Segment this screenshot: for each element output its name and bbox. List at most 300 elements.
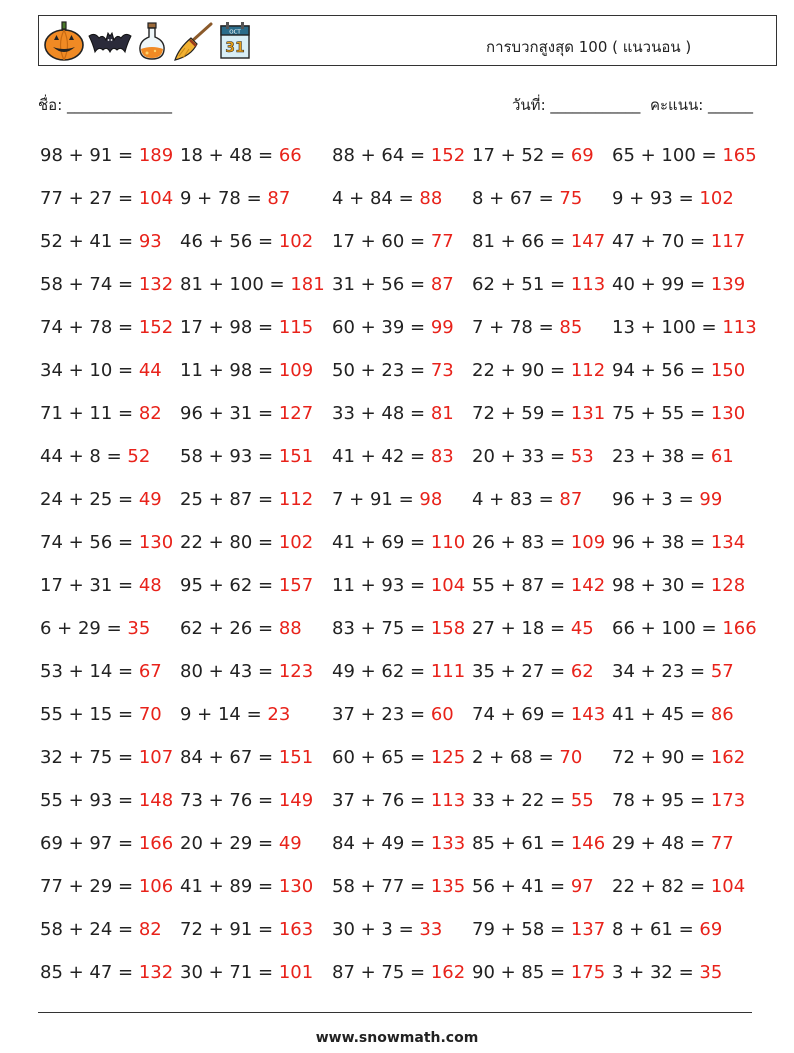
- problem-question: 90 + 85 =: [472, 962, 571, 983]
- potion-icon: [135, 20, 169, 62]
- problem-answer: 70: [559, 747, 583, 768]
- problem-answer: 106: [138, 876, 174, 897]
- problem-question: 95 + 62 =: [180, 575, 279, 596]
- problem-cell: [612, 951, 722, 994]
- problem-answer: 62: [570, 661, 594, 682]
- problem-cell: [332, 822, 465, 865]
- problem-cell: [472, 521, 605, 564]
- problem-answer: 181: [290, 274, 325, 295]
- problem-question: 33 + 48 =: [332, 403, 431, 424]
- problem-cell: [40, 521, 173, 564]
- problem-answer: 102: [278, 532, 314, 553]
- problem-cell: [180, 908, 313, 951]
- problem-question: 88 + 64 =: [332, 145, 431, 166]
- problem-question: 75 + 55 =: [612, 403, 711, 424]
- problem-question: 18 + 48 =: [180, 145, 279, 166]
- problem-cell: [180, 306, 313, 349]
- problem-cell: [472, 693, 605, 736]
- problem-answer: 77: [710, 833, 734, 854]
- bat-icon: [87, 20, 133, 62]
- problem-answer: 104: [710, 876, 746, 897]
- problem-cell: [472, 478, 582, 521]
- problem-answer: 107: [138, 747, 174, 768]
- problem-question: 96 + 31 =: [180, 403, 279, 424]
- problem-cell: [40, 220, 162, 263]
- problem-answer: 69: [570, 145, 594, 166]
- problem-cell: [332, 779, 465, 822]
- problem-cell: [472, 564, 605, 607]
- problem-cell: [332, 908, 442, 951]
- problem-answer: 162: [430, 962, 466, 983]
- problem-cell: [332, 134, 465, 177]
- date-score-fields: [512, 93, 753, 117]
- problem-answer: 97: [570, 876, 594, 897]
- problem-cell: [612, 779, 745, 822]
- problem-answer: 104: [430, 575, 466, 596]
- problem-answer: 109: [278, 360, 314, 381]
- problem-answer: 132: [138, 274, 174, 295]
- problem-question: 7 + 78 =: [472, 317, 560, 338]
- problem-answer: 83: [430, 446, 454, 467]
- problem-answer: 130: [278, 876, 314, 897]
- problem-answer: 113: [722, 317, 757, 338]
- calendar-month: OCT: [229, 29, 241, 36]
- problem-question: 85 + 47 =: [40, 962, 139, 983]
- problem-answer: 81: [430, 403, 454, 424]
- problem-cell: [332, 564, 465, 607]
- problem-question: 87 + 75 =: [332, 962, 431, 983]
- problem-question: 25 + 87 =: [180, 489, 279, 510]
- broom-icon: [171, 20, 215, 62]
- problem-answer: 102: [699, 188, 734, 209]
- problem-cell: [472, 951, 605, 994]
- problem-cell: [180, 220, 313, 263]
- problem-question: 44 + 8 =: [40, 446, 128, 467]
- problem-answer: 163: [278, 919, 314, 940]
- problem-question: 47 + 70 =: [612, 231, 711, 252]
- problem-answer: 67: [138, 661, 162, 682]
- problem-answer: 98: [419, 489, 443, 510]
- problem-cell: [472, 177, 582, 220]
- problem-question: 66 + 100 =: [612, 618, 723, 639]
- problem-question: 55 + 15 =: [40, 704, 139, 725]
- problem-cell: [472, 220, 605, 263]
- problem-question: 65 + 100 =: [612, 145, 723, 166]
- problem-question: 98 + 91 =: [40, 145, 139, 166]
- problem-cell: [612, 478, 722, 521]
- problem-cell: [472, 822, 605, 865]
- problem-answer: 82: [138, 403, 162, 424]
- problem-answer: 162: [710, 747, 746, 768]
- problem-question: 8 + 67 =: [472, 188, 560, 209]
- score-field: คะแนน: ______: [649, 96, 754, 114]
- problem-cell: [472, 134, 594, 177]
- problem-cell: [612, 564, 745, 607]
- problem-question: 58 + 24 =: [40, 919, 139, 940]
- problem-cell: [612, 736, 745, 779]
- problem-answer: 73: [430, 360, 454, 381]
- problem-question: 56 + 41 =: [472, 876, 571, 897]
- problem-question: 74 + 69 =: [472, 704, 571, 725]
- problem-question: 74 + 78 =: [40, 317, 139, 338]
- problem-answer: 113: [430, 790, 466, 811]
- problem-question: 52 + 41 =: [40, 231, 139, 252]
- problem-answer: 134: [710, 532, 746, 553]
- problem-question: 30 + 3 =: [332, 919, 420, 940]
- problem-question: 81 + 100 =: [180, 274, 291, 295]
- problem-question: 11 + 93 =: [332, 575, 431, 596]
- problem-cell: [332, 478, 442, 521]
- problem-cell: [332, 865, 465, 908]
- problem-cell: [612, 521, 745, 564]
- problem-question: 29 + 48 =: [612, 833, 711, 854]
- problem-question: 33 + 22 =: [472, 790, 571, 811]
- problem-question: 98 + 30 =: [612, 575, 711, 596]
- problem-cell: [472, 392, 605, 435]
- problem-answer: 44: [138, 360, 162, 381]
- problem-answer: 88: [278, 618, 302, 639]
- problem-answer: 48: [138, 575, 162, 596]
- problem-cell: [180, 435, 313, 478]
- problem-cell: [40, 650, 162, 693]
- problem-question: 79 + 58 =: [472, 919, 571, 940]
- problem-answer: 149: [278, 790, 314, 811]
- problem-question: 40 + 99 =: [612, 274, 711, 295]
- problem-answer: 133: [430, 833, 466, 854]
- problem-question: 9 + 93 =: [612, 188, 700, 209]
- problem-question: 9 + 14 =: [180, 704, 268, 725]
- problem-cell: [472, 779, 594, 822]
- problem-answer: 111: [430, 661, 466, 682]
- problem-answer: 112: [570, 360, 606, 381]
- problem-question: 96 + 38 =: [612, 532, 711, 553]
- problem-cell: [180, 865, 313, 908]
- problem-question: 31 + 56 =: [332, 274, 431, 295]
- problem-question: 55 + 87 =: [472, 575, 571, 596]
- problem-question: 20 + 29 =: [180, 833, 279, 854]
- problem-answer: 109: [570, 532, 606, 553]
- problem-question: 80 + 43 =: [180, 661, 279, 682]
- problem-question: 58 + 74 =: [40, 274, 139, 295]
- problem-question: 17 + 52 =: [472, 145, 571, 166]
- problem-answer: 102: [278, 231, 314, 252]
- problem-cell: [180, 392, 313, 435]
- problem-cell: [40, 263, 173, 306]
- problem-cell: [612, 908, 722, 951]
- problem-answer: 113: [570, 274, 606, 295]
- problem-answer: 146: [570, 833, 606, 854]
- problem-answer: 99: [430, 317, 454, 338]
- problem-answer: 127: [278, 403, 314, 424]
- problem-cell: [180, 263, 325, 306]
- problem-answer: 61: [710, 446, 734, 467]
- problem-cell: [40, 865, 173, 908]
- problem-cell: [472, 865, 594, 908]
- pumpkin-icon: [43, 20, 85, 62]
- header-icons: [43, 20, 255, 62]
- problem-answer: 52: [127, 446, 151, 467]
- problem-answer: 166: [722, 618, 757, 639]
- problem-answer: 99: [699, 489, 723, 510]
- problem-question: 81 + 66 =: [472, 231, 571, 252]
- problem-question: 41 + 42 =: [332, 446, 431, 467]
- problem-question: 69 + 97 =: [40, 833, 139, 854]
- problem-answer: 87: [267, 188, 291, 209]
- problem-answer: 53: [570, 446, 594, 467]
- problem-answer: 189: [138, 145, 174, 166]
- problem-answer: 147: [570, 231, 606, 252]
- problem-cell: [180, 736, 313, 779]
- worksheet-title: การบวกสูงสุด 100 ( แนวนอน ): [486, 38, 692, 56]
- problem-question: 30 + 71 =: [180, 962, 279, 983]
- footer-divider: [38, 1012, 752, 1013]
- problem-cell: [332, 736, 465, 779]
- problem-question: 34 + 10 =: [40, 360, 139, 381]
- problem-cell: [180, 349, 313, 392]
- problem-question: 60 + 65 =: [332, 747, 431, 768]
- problem-answer: 131: [570, 403, 606, 424]
- problem-cell: [332, 435, 454, 478]
- problem-cell: [472, 908, 605, 951]
- problem-question: 72 + 91 =: [180, 919, 279, 940]
- problem-question: 17 + 31 =: [40, 575, 139, 596]
- problem-question: 35 + 27 =: [472, 661, 571, 682]
- problem-question: 11 + 98 =: [180, 360, 279, 381]
- problem-answer: 75: [559, 188, 583, 209]
- problem-question: 37 + 23 =: [332, 704, 431, 725]
- calendar-icon: [217, 20, 255, 62]
- problem-answer: 87: [430, 274, 454, 295]
- problem-question: 84 + 67 =: [180, 747, 279, 768]
- problem-answer: 117: [710, 231, 746, 252]
- problem-answer: 70: [138, 704, 162, 725]
- problem-question: 62 + 26 =: [180, 618, 279, 639]
- problem-question: 72 + 59 =: [472, 403, 571, 424]
- problem-cell: [40, 435, 150, 478]
- problem-cell: [40, 822, 173, 865]
- problem-question: 58 + 93 =: [180, 446, 279, 467]
- problem-cell: [40, 908, 162, 951]
- problem-cell: [40, 392, 162, 435]
- problem-question: 96 + 3 =: [612, 489, 700, 510]
- problem-question: 62 + 51 =: [472, 274, 571, 295]
- problem-answer: 55: [570, 790, 594, 811]
- problem-answer: 151: [278, 446, 314, 467]
- problem-cell: [40, 177, 173, 220]
- problem-cell: [180, 478, 313, 521]
- problem-cell: [180, 693, 290, 736]
- problem-cell: [332, 392, 454, 435]
- problem-question: 77 + 27 =: [40, 188, 139, 209]
- problem-cell: [180, 177, 290, 220]
- problem-cell: [472, 435, 594, 478]
- problem-cell: [612, 650, 734, 693]
- problem-cell: [332, 521, 465, 564]
- problem-answer: 66: [278, 145, 302, 166]
- problem-question: 60 + 39 =: [332, 317, 431, 338]
- problem-cell: [180, 779, 313, 822]
- problem-answer: 173: [710, 790, 746, 811]
- problem-answer: 33: [419, 919, 443, 940]
- problem-cell: [332, 349, 454, 392]
- problem-answer: 123: [278, 661, 314, 682]
- problem-cell: [180, 650, 313, 693]
- problem-answer: 150: [710, 360, 746, 381]
- problem-answer: 82: [138, 919, 162, 940]
- problem-question: 8 + 61 =: [612, 919, 700, 940]
- problem-question: 20 + 33 =: [472, 446, 571, 467]
- problem-question: 34 + 23 =: [612, 661, 711, 682]
- problem-cell: [612, 822, 734, 865]
- problem-answer: 110: [430, 532, 466, 553]
- problem-cell: [612, 435, 734, 478]
- problem-question: 53 + 14 =: [40, 661, 139, 682]
- problem-question: 85 + 61 =: [472, 833, 571, 854]
- problem-answer: 35: [127, 618, 151, 639]
- problem-cell: [180, 607, 302, 650]
- problem-cell: [472, 650, 594, 693]
- problem-question: 27 + 18 =: [472, 618, 571, 639]
- problem-question: 17 + 98 =: [180, 317, 279, 338]
- problem-answer: 93: [138, 231, 162, 252]
- problem-cell: [40, 779, 173, 822]
- problem-answer: 130: [710, 403, 746, 424]
- problem-answer: 175: [570, 962, 606, 983]
- problem-answer: 112: [278, 489, 314, 510]
- problem-question: 41 + 89 =: [180, 876, 279, 897]
- problem-cell: [332, 693, 454, 736]
- problem-cell: [40, 693, 162, 736]
- problem-answer: 151: [278, 747, 314, 768]
- problem-cell: [472, 306, 582, 349]
- problem-answer: 142: [570, 575, 606, 596]
- problem-cell: [40, 134, 173, 177]
- problem-answer: 152: [430, 145, 466, 166]
- problem-question: 74 + 56 =: [40, 532, 139, 553]
- problem-question: 24 + 25 =: [40, 489, 139, 510]
- problem-question: 13 + 100 =: [612, 317, 723, 338]
- problem-cell: [180, 951, 313, 994]
- problem-answer: 139: [710, 274, 746, 295]
- problem-question: 4 + 84 =: [332, 188, 420, 209]
- problem-cell: [472, 607, 594, 650]
- date-field: วันที่: ____________: [512, 96, 641, 114]
- problem-answer: 143: [570, 704, 606, 725]
- problem-cell: [472, 263, 605, 306]
- problem-question: 84 + 49 =: [332, 833, 431, 854]
- problem-question: 6 + 29 =: [40, 618, 128, 639]
- problem-question: 37 + 76 =: [332, 790, 431, 811]
- problem-cell: [332, 951, 465, 994]
- problem-question: 22 + 90 =: [472, 360, 571, 381]
- problem-cell: [332, 607, 465, 650]
- problem-question: 78 + 95 =: [612, 790, 711, 811]
- problem-cell: [612, 263, 745, 306]
- problem-cell: [472, 349, 605, 392]
- problem-cell: [332, 650, 465, 693]
- problem-answer: 152: [138, 317, 174, 338]
- problem-answer: 101: [278, 962, 314, 983]
- problem-cell: [612, 306, 757, 349]
- problem-question: 83 + 75 =: [332, 618, 431, 639]
- calendar-day: 31: [225, 40, 245, 56]
- problem-cell: [40, 478, 162, 521]
- problem-cell: [40, 736, 173, 779]
- problem-answer: 125: [430, 747, 466, 768]
- problem-answer: 166: [138, 833, 174, 854]
- problem-question: 71 + 11 =: [40, 403, 139, 424]
- problem-cell: [612, 693, 734, 736]
- problem-answer: 77: [430, 231, 454, 252]
- problem-answer: 165: [722, 145, 757, 166]
- problem-answer: 69: [699, 919, 723, 940]
- problem-answer: 132: [138, 962, 174, 983]
- problem-question: 41 + 45 =: [612, 704, 711, 725]
- problem-cell: [40, 349, 162, 392]
- problem-answer: 128: [710, 575, 746, 596]
- problem-question: 50 + 23 =: [332, 360, 431, 381]
- worksheet-header: [38, 15, 777, 66]
- problem-cell: [180, 134, 302, 177]
- problem-cell: [180, 521, 313, 564]
- problem-cell: [612, 177, 734, 220]
- problem-question: 22 + 80 =: [180, 532, 279, 553]
- problem-question: 72 + 90 =: [612, 747, 711, 768]
- problem-question: 23 + 38 =: [612, 446, 711, 467]
- problem-question: 58 + 77 =: [332, 876, 431, 897]
- problem-cell: [40, 951, 173, 994]
- problem-cell: [40, 607, 150, 650]
- problem-answer: 85: [559, 317, 583, 338]
- problem-answer: 49: [278, 833, 302, 854]
- problem-answer: 130: [138, 532, 174, 553]
- problem-cell: [180, 564, 313, 607]
- problem-answer: 23: [267, 704, 291, 725]
- problem-answer: 87: [559, 489, 583, 510]
- problem-answer: 49: [138, 489, 162, 510]
- problem-question: 41 + 69 =: [332, 532, 431, 553]
- problem-cell: [612, 134, 757, 177]
- problem-answer: 57: [710, 661, 734, 682]
- problem-question: 46 + 56 =: [180, 231, 279, 252]
- problem-question: 17 + 60 =: [332, 231, 431, 252]
- problem-question: 7 + 91 =: [332, 489, 420, 510]
- problem-answer: 104: [138, 188, 174, 209]
- problem-question: 73 + 76 =: [180, 790, 279, 811]
- problem-cell: [612, 220, 745, 263]
- name-field: ชื่อ: ______________: [38, 96, 173, 114]
- problem-cell: [180, 822, 302, 865]
- problem-answer: 88: [419, 188, 443, 209]
- problem-cell: [40, 564, 162, 607]
- problem-answer: 35: [699, 962, 723, 983]
- problem-question: 49 + 62 =: [332, 661, 431, 682]
- problem-cell: [612, 392, 745, 435]
- problem-answer: 135: [430, 876, 466, 897]
- problem-cell: [612, 607, 757, 650]
- problem-answer: 137: [570, 919, 606, 940]
- problem-question: 3 + 32 =: [612, 962, 700, 983]
- problem-question: 55 + 93 =: [40, 790, 139, 811]
- problem-question: 94 + 56 =: [612, 360, 711, 381]
- problem-answer: 158: [430, 618, 466, 639]
- problem-cell: [612, 865, 745, 908]
- problem-answer: 45: [570, 618, 594, 639]
- problem-answer: 60: [430, 704, 454, 725]
- problem-answer: 157: [278, 575, 314, 596]
- problem-cell: [472, 736, 582, 779]
- footer-site: www.snowmath.com: [315, 1030, 479, 1046]
